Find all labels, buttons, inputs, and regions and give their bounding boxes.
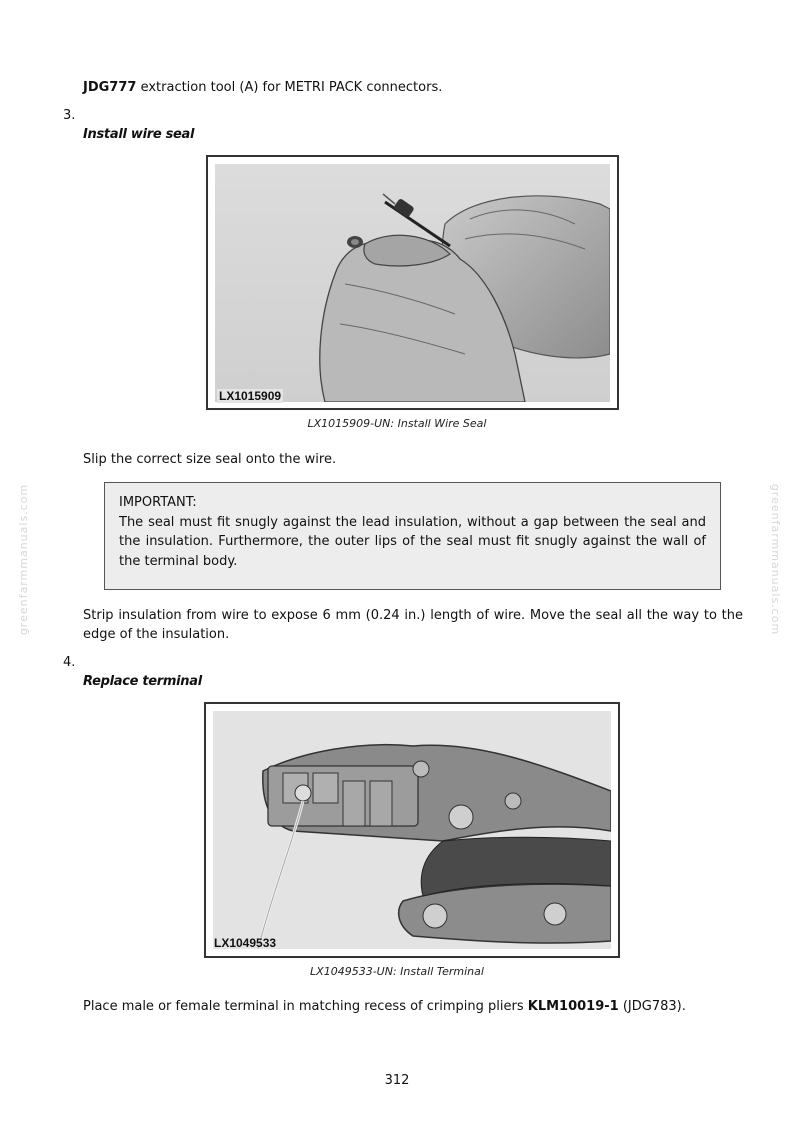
place-terminal-text-start: Place male or female terminal in matching recess of crimping pliers [83,999,528,1014]
place-terminal-text [83,997,686,1016]
watermark-right: greenfarmmanuals.com [769,483,783,636]
crimping-pliers-illustration [213,711,611,949]
pliers-part-code: KLM10019-1 [527,999,619,1014]
important-notice [104,482,721,590]
figure-install-terminal [204,702,620,958]
figure-label-lx1015909: LX1015909 [219,389,282,403]
step-3-title: Install wire seal [83,127,195,142]
figure-install-wire-seal [206,155,619,410]
step-4-title: Replace terminal [83,674,202,689]
strip-insulation-text: Strip insulation from wire to expose 6 mm (0.24 in.) length of wire. Move the seal all the way to the edge of the insulation. [83,608,743,642]
crimping-pliers-photo [213,711,611,949]
slip-seal-text: Slip the correct size seal onto the wire. [83,452,337,467]
caption-install-terminal: LX1049533-UN: Install Terminal [310,965,484,978]
important-body: The seal must fit snugly against the lead insulation, without a gap between the seal and the insulation. Furthermore, the outer lips of the seal must fit snugly against the wall of the terminal body. [119,514,706,569]
intro-text: extraction tool (A) for METRI PACK connectors. [136,80,443,95]
page-number: 312 [384,1073,410,1088]
tool-code: JDG777 [83,80,137,95]
hands-with-wire-illustration [215,164,610,402]
intro-line [83,78,442,97]
step-3-number: 3. [63,108,76,123]
step-4-number: 4. [63,655,76,670]
place-terminal-text-end: (JDG783). [618,999,686,1014]
caption-install-wire-seal: LX1015909-UN: Install Wire Seal [307,417,487,430]
figure-label-lx1049533: LX1049533 [214,936,277,950]
watermark-left: greenfarmmanuals.com [17,483,31,636]
important-heading: IMPORTANT: [119,495,197,510]
wire-seal-photo [215,164,610,402]
